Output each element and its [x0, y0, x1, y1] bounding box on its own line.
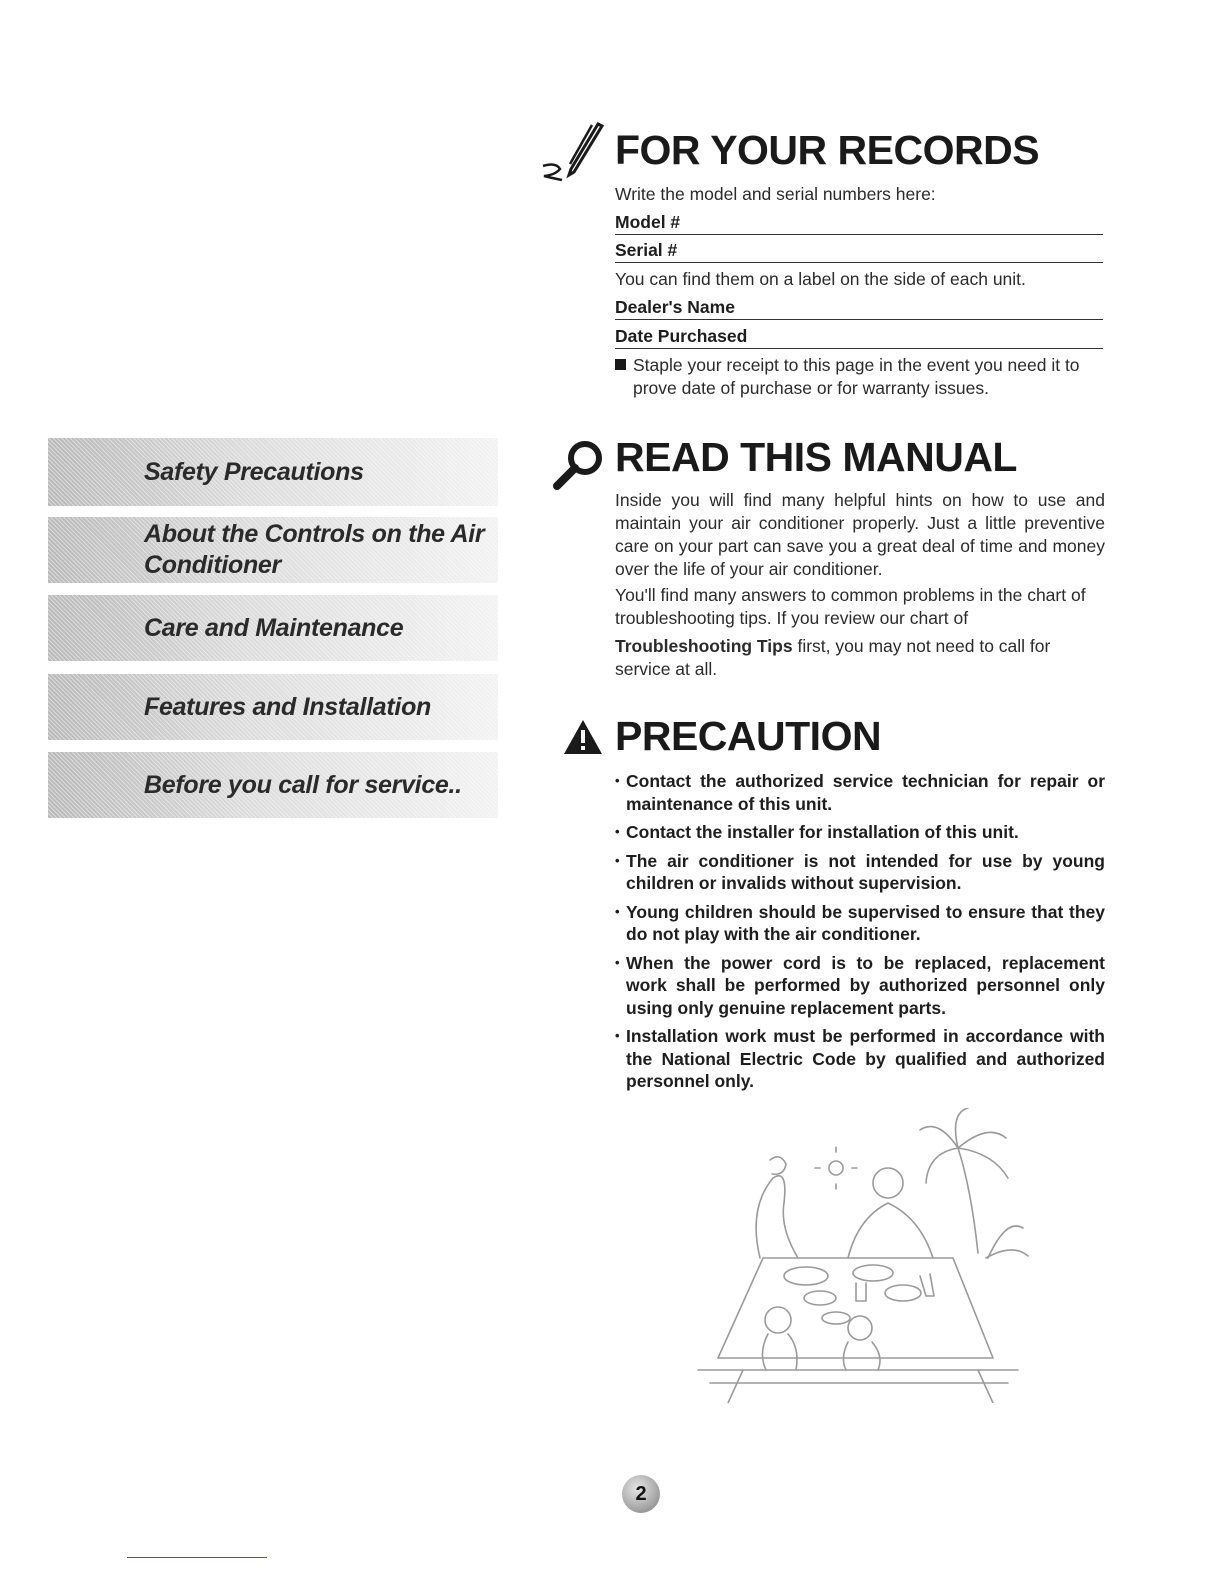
nav-tab-label: Features and Installation — [144, 692, 432, 721]
model-number-label: Model # — [615, 212, 681, 232]
serial-number-label: Serial # — [615, 240, 678, 260]
nav-tab-label: Safety Precautions — [144, 457, 364, 486]
nav-tab-label: Care and Maintenance — [144, 613, 404, 642]
precaution-item: • When the power cord is to be replaced, replacement work shall be performed by authorized personnel only using only genuine replacement parts. — [615, 952, 1105, 1020]
date-purchased-label: Date Purchased — [615, 326, 748, 346]
precaution-item: • Young children should be supervised to ensure that they do not play with the air conditioner. — [615, 901, 1105, 946]
precaution-list — [615, 770, 1105, 1099]
precaution-item: • Installation work must be performed in accordance with the National Electric Code by qualified and authorized personnel only. — [615, 1025, 1105, 1093]
dealer-name-label: Dealer's Name — [615, 297, 735, 317]
manual-heading: READ THIS MANUAL — [615, 434, 1017, 480]
precaution-item: • Contact the installer for installation of this unit. — [615, 821, 1105, 844]
dealer-name-field[interactable] — [615, 295, 1103, 320]
precaution-item: • The air conditioner is not intended for use by young children or invalids without supervision. — [615, 850, 1105, 895]
nav-tab-features-installation[interactable] — [48, 674, 498, 740]
manual-paragraph-3: Troubleshooting Tips first, you may not need to call for service at all. — [615, 636, 1051, 679]
warning-icon — [562, 718, 604, 756]
manual-paragraph-1: Inside you will find many helpful hints on how to use and maintain your air conditioner properly. Just a little preventive care on your part can save you a great deal of time and money over the life of your air conditioner. — [615, 490, 1105, 579]
date-purchased-field[interactable] — [615, 324, 1103, 349]
serial-number-field[interactable] — [615, 238, 1103, 263]
model-number-field[interactable] — [615, 210, 1103, 235]
nav-tab-about-controls[interactable] — [48, 517, 498, 583]
family-picnic-illustration — [688, 1108, 1033, 1403]
page-number: 2 — [635, 1482, 647, 1505]
records-intro: Write the model and serial numbers here: — [615, 184, 936, 204]
nav-tab-care-maintenance[interactable] — [48, 595, 498, 661]
pen-icon — [540, 122, 606, 184]
magnifier-icon — [551, 438, 607, 490]
label-location-note: You can find them on a label on the side of each unit. — [615, 269, 1026, 289]
nav-tab-label: Before you call for service.. — [144, 770, 462, 799]
page-number-badge — [622, 1475, 660, 1513]
nav-tab-before-service[interactable] — [48, 752, 498, 818]
precaution-item: • Contact the authorized service technician for repair or maintenance of this unit. — [615, 770, 1105, 815]
staple-note: Staple your receipt to this page in the event you need it to prove date of purchase or for warranty issues. — [615, 354, 1108, 400]
troubleshooting-tips-ref: Troubleshooting Tips — [615, 636, 793, 656]
records-heading: FOR YOUR RECORDS — [615, 127, 1040, 173]
footer-rule — [127, 1557, 267, 1558]
manual-paragraph-2: You'll find many answers to common problems in the chart of troubleshooting tips. If you review our chart of — [615, 585, 1086, 628]
precaution-heading: PRECAUTION — [615, 713, 882, 759]
square-bullet-icon — [615, 359, 626, 370]
nav-tab-safety-precautions[interactable] — [48, 438, 498, 506]
nav-tab-label: About the Controls on the Air Conditioner — [144, 520, 485, 579]
